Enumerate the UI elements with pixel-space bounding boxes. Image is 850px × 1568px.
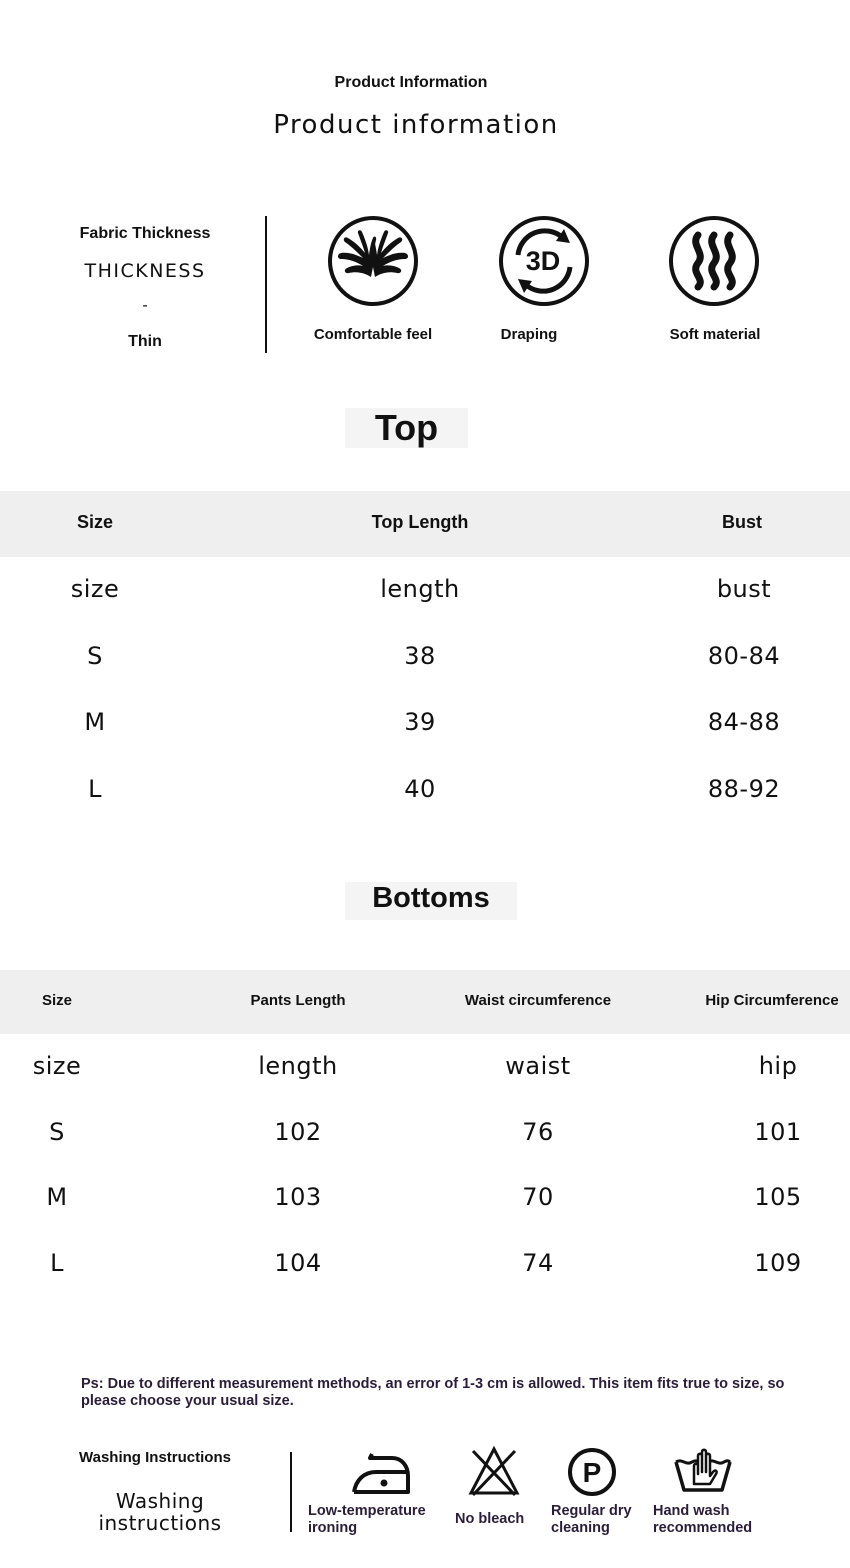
washing-en-line2: instructions bbox=[98, 1511, 222, 1535]
washing-en-line1: Washing bbox=[115, 1489, 205, 1513]
wash-label-dryclean-line1: Regular dry bbox=[551, 1503, 632, 1519]
bottoms-header-size: Size bbox=[41, 992, 72, 1009]
top-cell-size: M bbox=[84, 708, 106, 736]
bottoms-cell-hip: 105 bbox=[754, 1183, 802, 1211]
top-cell-bust: 88-92 bbox=[707, 775, 781, 803]
washing-divider bbox=[290, 1452, 292, 1532]
feature-label-draping: Draping bbox=[500, 326, 558, 343]
washing-instructions-label-en bbox=[60, 1490, 260, 1534]
top-cell-length: 38 bbox=[404, 642, 436, 670]
top-section-title: Top bbox=[374, 407, 439, 448]
bottoms-cell-waist: 74 bbox=[522, 1249, 554, 1277]
bottoms-subheader-length: length bbox=[258, 1052, 338, 1080]
size-note: Ps: Due to different measurement methods, an error of 1-3 cm is allowed. This item fits true to size, so please choose your usual size. bbox=[81, 1376, 785, 1409]
bottoms-cell-size: L bbox=[50, 1249, 64, 1277]
wash-label-bleach-line1: No bleach bbox=[455, 1511, 525, 1527]
fabric-thickness-label: Fabric Thickness bbox=[79, 225, 211, 242]
top-header-length: Top Length bbox=[371, 512, 469, 532]
wash-label-iron-line1: Low-temperature bbox=[308, 1503, 426, 1519]
wash-label-dryclean-line2: cleaning bbox=[551, 1520, 610, 1536]
fabric-divider bbox=[265, 216, 267, 353]
top-header-size: Size bbox=[76, 512, 114, 532]
no-bleach-icon bbox=[463, 1445, 525, 1502]
comfortable-feel-icon bbox=[327, 215, 419, 312]
wash-label-iron-line2: ironing bbox=[308, 1520, 358, 1536]
wash-label-handwash-line1: Hand wash bbox=[653, 1503, 730, 1519]
iron-icon bbox=[350, 1450, 412, 1507]
top-cell-length: 40 bbox=[404, 775, 436, 803]
top-subheader-size: size bbox=[70, 575, 120, 603]
svg-text:P: P bbox=[582, 1457, 602, 1488]
bottoms-section-title: Bottoms bbox=[372, 882, 490, 914]
bottoms-cell-hip: 109 bbox=[754, 1249, 802, 1277]
bottoms-cell-length: 104 bbox=[274, 1249, 322, 1277]
bottoms-header-hip: Hip Circumference bbox=[705, 992, 839, 1009]
page-title: Product information bbox=[273, 110, 559, 140]
bottoms-subheader-size: size bbox=[32, 1052, 82, 1080]
dry-clean-icon bbox=[562, 1446, 624, 1503]
fabric-thickness-dash: - bbox=[142, 297, 148, 314]
bottoms-cell-hip: 101 bbox=[754, 1118, 802, 1146]
feature-label-soft: Soft material bbox=[669, 326, 761, 343]
fabric-thickness-label-en: THICKNESS bbox=[84, 260, 206, 282]
feature-label-comfortable: Comfortable feel bbox=[313, 326, 433, 343]
wash-label-iron bbox=[308, 1503, 448, 1537]
bottoms-header-length: Pants Length bbox=[250, 992, 346, 1009]
top-cell-bust: 80-84 bbox=[707, 642, 781, 670]
3d-draping-icon bbox=[498, 215, 590, 312]
wash-label-handwash-line2: recommended bbox=[653, 1520, 753, 1536]
bottoms-cell-size: S bbox=[49, 1118, 65, 1146]
bottoms-cell-length: 103 bbox=[274, 1183, 322, 1211]
top-cell-size: L bbox=[88, 775, 102, 803]
fabric-thickness-value: Thin bbox=[128, 333, 162, 350]
top-subheader-bust: bust bbox=[716, 575, 772, 603]
bottoms-cell-waist: 76 bbox=[522, 1118, 554, 1146]
wash-label-bleach bbox=[455, 1511, 545, 1528]
bottoms-header-waist: Waist circumference bbox=[464, 992, 612, 1009]
wash-label-handwash bbox=[653, 1503, 773, 1537]
soft-material-icon bbox=[668, 215, 760, 312]
top-header-bust: Bust bbox=[722, 512, 762, 532]
bottoms-subheader-waist: waist bbox=[505, 1052, 571, 1080]
hand-wash-icon bbox=[672, 1444, 734, 1501]
top-cell-length: 39 bbox=[404, 708, 436, 736]
top-cell-size: S bbox=[87, 642, 103, 670]
bottoms-cell-waist: 70 bbox=[522, 1183, 554, 1211]
wash-label-dryclean bbox=[551, 1503, 651, 1537]
bottoms-cell-length: 102 bbox=[274, 1118, 322, 1146]
page-subtitle: Product Information bbox=[334, 74, 488, 91]
bottoms-cell-size: M bbox=[46, 1183, 68, 1211]
bottoms-subheader-hip: hip bbox=[758, 1052, 798, 1080]
washing-instructions-label: Washing Instructions bbox=[79, 1449, 231, 1466]
top-cell-bust: 84-88 bbox=[707, 708, 781, 736]
top-subheader-length: length bbox=[380, 575, 460, 603]
svg-text:3D: 3D bbox=[525, 246, 561, 276]
